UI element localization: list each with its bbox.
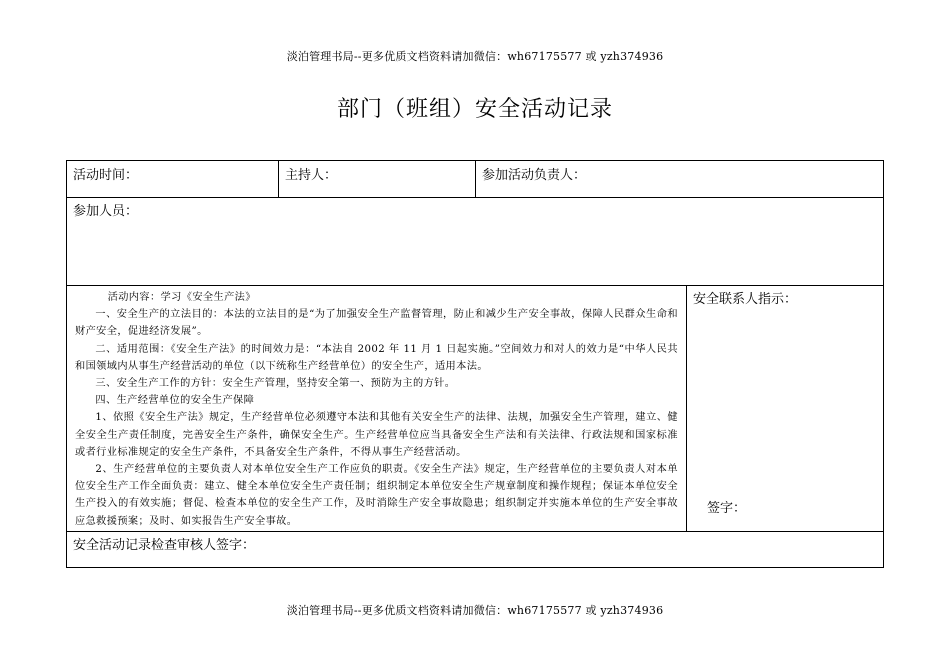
host-label: 主持人：: [285, 168, 338, 183]
responsible-person-label: 参加活动负责人：: [482, 168, 587, 183]
activity-record-form: [66, 160, 884, 568]
activity-time-cell[interactable]: [67, 161, 279, 197]
form-row-basic-info: [67, 161, 883, 198]
activity-content-cell[interactable]: [67, 285, 687, 531]
signature-label: 签字：: [707, 501, 747, 516]
content-paragraph: 一、安全生产的立法目的：本法的立法目的是“为了加强安全生产监督管理，防止和减少生产安全事故，保障人民群众生命和财产安全，促进经济发展”。: [75, 309, 678, 338]
reviewer-signature-cell[interactable]: [67, 531, 883, 568]
host-cell[interactable]: [279, 161, 476, 197]
page-title: 部门（班组）安全活动记录: [336, 97, 613, 122]
content-paragraph: 四、生产经营单位的安全生产保障: [95, 395, 255, 407]
safety-contact-instruction-cell[interactable]: [687, 285, 883, 531]
content-paragraph: 1、依照《安全生产法》规定，生产经营单位必须遵守本法和其他有关安全生产的法律、法规，加强安全生产管理，建立、健全安全生产责任制度，完善安全生产条件，确保安全生产。生产经营单位应当具备安全生产法和有关法律、行政法规和国家标准或者行业标准规定的安全生产条件，不具备安全生产条件，不得从事生产经营活动。: [75, 412, 678, 458]
content-paragraph: 2、生产经营单位的主要负责人对本单位安全生产工作应负的职责。《安全生产法》规定，生产经营单位的主要负责人对本单位安全生产工作全面负责：建立、健全本单位安全生产责任制；组织制定本单位安全生产规章制度和操作规程；保证本单位安全生产投入的有效实施；督促、检查本单位的安全生产工作，及时消除生产安全事故隐患；组织制定并实施本单位的生产安全事故应急救援预案；及时、如实报告生产安全事故。: [75, 464, 678, 527]
content-paragraph: 三、安全生产工作的方针：安全生产管理，坚持安全第一、预防为主的方针。: [95, 378, 456, 390]
responsible-person-cell[interactable]: [476, 161, 883, 197]
form-row-content: [67, 285, 883, 532]
header-note: 淡泊管理书局--更多优质文档资料请加微信：wh67175577 或 yzh374936: [286, 50, 664, 63]
participants-label: 参加人员：: [73, 204, 139, 219]
safety-contact-instruction-label: 安全联系人指示：: [693, 292, 798, 307]
form-row-participants: [67, 197, 883, 286]
footer-note: 淡泊管理书局--更多优质文档资料请加微信：wh67175577 或 yzh374936: [286, 604, 664, 617]
reviewer-signature-label: 安全活动记录检查审核人签字：: [73, 538, 256, 553]
activity-time-label: 活动时间：: [73, 168, 139, 183]
content-paragraph: 二、适用范围：《安全生产法》的时间效力是：“本法自 2002 年 11 月 1 日起实施。”空间效力和对人的效力是“中华人民共和国领域内从事生产经营活动的单位（以下统称生产经营单位）的安全生产，适用本法。: [75, 343, 678, 372]
form-row-reviewer: [67, 531, 883, 568]
content-paragraph: 活动内容：学习《安全生产法》: [107, 292, 256, 303]
participants-cell[interactable]: [67, 197, 883, 285]
